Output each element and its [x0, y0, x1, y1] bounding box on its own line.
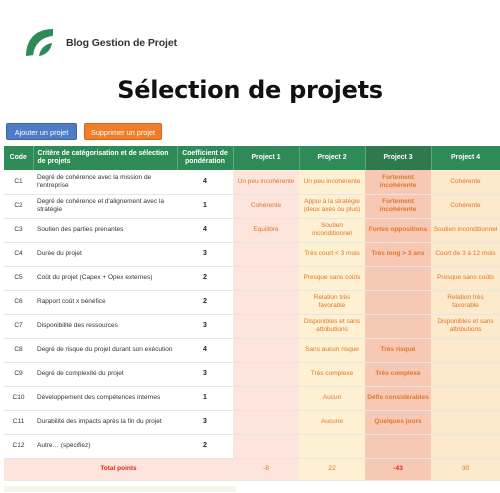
- table-row: [4, 314, 500, 338]
- criterion-weight: 2: [177, 266, 233, 290]
- criterion-weight: 2: [177, 434, 233, 458]
- criterion-label: Durée du projet: [33, 242, 177, 266]
- criterion-label: Degré de risque du projet durant son exécution: [33, 338, 177, 362]
- project-1-cell[interactable]: [233, 362, 299, 386]
- criterion-label: Soutien des parties prenantes: [33, 218, 177, 242]
- project-1-cell[interactable]: Un peu incohérente: [233, 170, 299, 194]
- project-4-cell[interactable]: Relation très favorable: [431, 290, 500, 314]
- project-2-cell[interactable]: Presque sans coûts: [299, 266, 365, 290]
- total-project-1: -8: [233, 458, 299, 480]
- criterion-weight: 3: [177, 362, 233, 386]
- project-1-cell[interactable]: [233, 242, 299, 266]
- criterion-code: C8: [4, 338, 33, 362]
- criterion-code: C10: [4, 386, 33, 410]
- brand-logo: [20, 25, 177, 61]
- table-row: [4, 218, 500, 242]
- project-3-cell[interactable]: Très complexe: [365, 362, 431, 386]
- criterion-weight: 1: [177, 386, 233, 410]
- table-row: [4, 434, 500, 458]
- criterion-label: Développement des compétences internes: [33, 386, 177, 410]
- header-project-3[interactable]: Project 3: [365, 146, 431, 170]
- delete-project-button[interactable]: Supprimer un projet: [84, 123, 162, 140]
- project-4-cell[interactable]: [431, 386, 500, 410]
- project-2-cell[interactable]: Aucun: [299, 386, 365, 410]
- project-3-cell[interactable]: [365, 314, 431, 338]
- criterion-code: C12: [4, 434, 33, 458]
- header-weight: Coefficient de pondération: [177, 146, 233, 170]
- project-2-cell[interactable]: [299, 434, 365, 458]
- project-3-cell[interactable]: [365, 290, 431, 314]
- table-row: [4, 386, 500, 410]
- total-project-4: 30: [431, 458, 500, 480]
- criterion-label: Degré de complexité du projet: [33, 362, 177, 386]
- project-1-cell[interactable]: [233, 290, 299, 314]
- selection-table: [4, 146, 500, 481]
- project-4-cell[interactable]: [431, 362, 500, 386]
- project-2-cell[interactable]: Très court < 3 mois: [299, 242, 365, 266]
- project-2-cell[interactable]: Relation très favorable: [299, 290, 365, 314]
- criterion-label: Rapport coût x bénéfice: [33, 290, 177, 314]
- total-row: [4, 458, 500, 480]
- criterion-weight: 3: [177, 314, 233, 338]
- project-1-cell[interactable]: [233, 386, 299, 410]
- criterion-code: C1: [4, 170, 33, 194]
- project-3-cell[interactable]: Très risqué: [365, 338, 431, 362]
- project-3-cell[interactable]: Quelques jours: [365, 410, 431, 434]
- total-label: Total points: [4, 458, 233, 480]
- criterion-weight: 1: [177, 194, 233, 218]
- table-row: [4, 338, 500, 362]
- leaf-logo-icon: [20, 25, 64, 61]
- criterion-weight: 4: [177, 170, 233, 194]
- project-4-cell[interactable]: Soutien inconditionnel: [431, 218, 500, 242]
- table-row: [4, 410, 500, 434]
- project-3-cell[interactable]: Défis considérables: [365, 386, 431, 410]
- criterion-code: C6: [4, 290, 33, 314]
- project-2-cell[interactable]: Un peu incohérente: [299, 170, 365, 194]
- header-project-4[interactable]: Project 4: [431, 146, 500, 170]
- project-1-cell[interactable]: [233, 266, 299, 290]
- criterion-label: Degré de cohérence avec la mission de l'entreprise: [33, 170, 177, 194]
- table-header-row: [4, 146, 500, 170]
- project-1-cell[interactable]: [233, 338, 299, 362]
- project-3-cell[interactable]: Fortes oppositions: [365, 218, 431, 242]
- criterion-weight: 3: [177, 410, 233, 434]
- header-project-1[interactable]: Project 1: [233, 146, 299, 170]
- table-row: [4, 290, 500, 314]
- project-1-cell[interactable]: [233, 434, 299, 458]
- criterion-code: C7: [4, 314, 33, 338]
- criterion-label: Disponibilité des ressources: [33, 314, 177, 338]
- table-row: [4, 266, 500, 290]
- criterion-code: C9: [4, 362, 33, 386]
- project-2-cell[interactable]: Très complexe: [299, 362, 365, 386]
- project-4-cell[interactable]: Cohérente: [431, 170, 500, 194]
- criterion-code: C2: [4, 194, 33, 218]
- criterion-weight: 2: [177, 290, 233, 314]
- project-3-cell[interactable]: Fortement incohérente: [365, 194, 431, 218]
- criterion-code: C4: [4, 242, 33, 266]
- project-2-cell[interactable]: Soutien inconditionnel: [299, 218, 365, 242]
- project-2-cell[interactable]: Aucune: [299, 410, 365, 434]
- page-title: Sélection de projets: [117, 76, 383, 104]
- project-3-cell[interactable]: [365, 434, 431, 458]
- project-1-cell[interactable]: Equilibre: [233, 218, 299, 242]
- criterion-code: C3: [4, 218, 33, 242]
- criterion-code: C11: [4, 410, 33, 434]
- criterion-weight: 4: [177, 218, 233, 242]
- criterion-label: Degré de cohérence et d'alignement avec la stratégie: [33, 194, 177, 218]
- project-1-cell[interactable]: [233, 314, 299, 338]
- project-4-cell[interactable]: [431, 338, 500, 362]
- project-2-cell[interactable]: Appui à la stratégie (deux axes ou plus): [299, 194, 365, 218]
- table-row: [4, 362, 500, 386]
- criterion-weight: 3: [177, 242, 233, 266]
- project-2-cell[interactable]: Sans aucun risque: [299, 338, 365, 362]
- project-4-cell[interactable]: Court de 3 à 12 mois: [431, 242, 500, 266]
- header-code: Code: [4, 146, 33, 170]
- project-1-cell[interactable]: Cohérente: [233, 194, 299, 218]
- project-2-cell[interactable]: Disponibles et sans attributions: [299, 314, 365, 338]
- total-project-3: -43: [365, 458, 431, 480]
- project-3-cell[interactable]: Fortement incohérente: [365, 170, 431, 194]
- total-project-2: 22: [299, 458, 365, 480]
- brand-name: Blog Gestion de Projet: [66, 37, 177, 49]
- header-criteria: Critère de catégorisation et de sélection de projets: [33, 146, 177, 170]
- table-row: [4, 170, 500, 194]
- add-project-button[interactable]: Ajouter un projet: [6, 123, 77, 140]
- project-4-cell[interactable]: Presque sans coûts: [431, 266, 500, 290]
- criterion-weight: 4: [177, 338, 233, 362]
- project-1-cell[interactable]: [233, 410, 299, 434]
- project-4-cell[interactable]: [431, 434, 500, 458]
- project-4-cell[interactable]: [431, 410, 500, 434]
- project-3-cell[interactable]: [365, 266, 431, 290]
- criterion-code: C5: [4, 266, 33, 290]
- footer-bar: [4, 486, 236, 492]
- criterion-label: Durabilité des impacts après la fin du projet: [33, 410, 177, 434]
- table-row: [4, 242, 500, 266]
- table-row: [4, 194, 500, 218]
- criterion-label: Coût du projet (Capex + Opex externes): [33, 266, 177, 290]
- project-3-cell[interactable]: Très long > 3 ans: [365, 242, 431, 266]
- header-project-2[interactable]: Project 2: [299, 146, 365, 170]
- project-4-cell[interactable]: Disponibles et sans attributions: [431, 314, 500, 338]
- project-4-cell[interactable]: Cohérente: [431, 194, 500, 218]
- criterion-label: Autre… (spécifiez): [33, 434, 177, 458]
